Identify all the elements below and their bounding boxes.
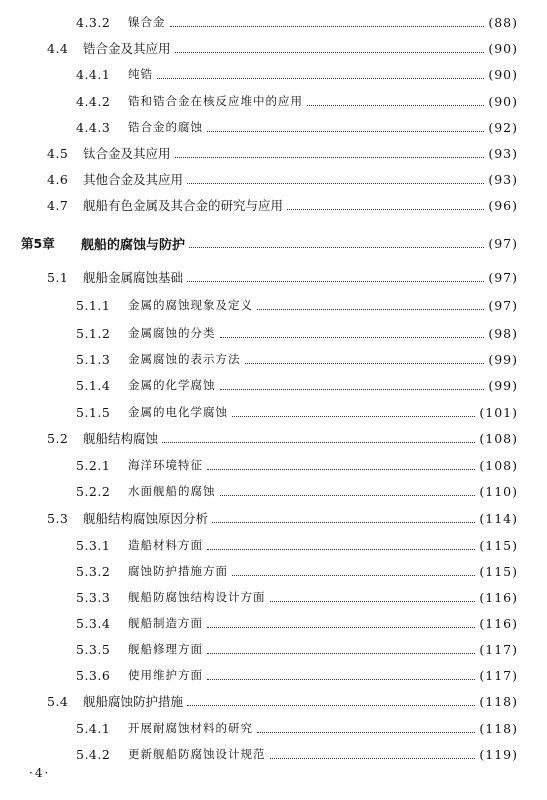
toc-entry[interactable] bbox=[0, 534, 547, 556]
toc-entry-number: 5.1 bbox=[47, 269, 69, 285]
toc-entry-title: 使用维护方面 bbox=[128, 668, 203, 682]
dot-leader bbox=[207, 652, 475, 654]
toc-entry-number: 5.3.5 bbox=[76, 641, 111, 657]
toc-entry[interactable] bbox=[0, 348, 547, 370]
toc-entry-number: 4.6 bbox=[47, 171, 69, 187]
dot-leader bbox=[187, 280, 484, 282]
toc-entry-title: 海洋环境特征 bbox=[128, 458, 203, 472]
dot-leader bbox=[207, 468, 475, 470]
toc-entry-title: 舰船腐蚀防护措施 bbox=[83, 694, 184, 709]
toc-entry-page: (97) bbox=[488, 235, 518, 251]
toc-entry-title: 舰船结构腐蚀 bbox=[83, 431, 159, 446]
toc-entry-page: (114) bbox=[479, 510, 518, 526]
toc-entry[interactable] bbox=[0, 266, 547, 288]
toc-entry-page: (116) bbox=[479, 589, 518, 605]
toc-entry[interactable] bbox=[0, 294, 547, 316]
toc-entry-page: (93) bbox=[488, 171, 518, 187]
toc-entry-page: (97) bbox=[488, 269, 518, 285]
toc-entry-page: (88) bbox=[488, 14, 518, 30]
toc-entry-title: 其他合金及其应用 bbox=[83, 172, 184, 187]
toc-entry-title: 锆和锆合金在核反应堆中的应用 bbox=[128, 94, 303, 108]
toc-entry-number: 4.4.3 bbox=[76, 119, 111, 135]
dot-leader bbox=[157, 77, 484, 79]
toc-entry-title: 金属的化学腐蚀 bbox=[128, 378, 216, 392]
toc-entry-title: 钛合金及其应用 bbox=[83, 146, 171, 161]
dot-leader bbox=[207, 678, 475, 680]
toc-entry-page: (108) bbox=[479, 457, 518, 473]
toc-entry[interactable] bbox=[0, 322, 547, 344]
toc-entry-page: (117) bbox=[479, 641, 518, 657]
dot-leader bbox=[257, 731, 475, 733]
toc-entry[interactable] bbox=[0, 374, 547, 396]
toc-entry-page: (98) bbox=[488, 325, 518, 341]
dot-leader bbox=[307, 104, 484, 106]
toc-entry[interactable] bbox=[0, 232, 547, 254]
toc-entry-number: 5.3.6 bbox=[76, 667, 111, 683]
toc-entry-title: 锆合金的腐蚀 bbox=[128, 120, 203, 134]
page-number: ·4· bbox=[29, 766, 51, 780]
toc-entry-number: 4.4 bbox=[47, 40, 69, 56]
toc-entry-title: 锆合金及其应用 bbox=[83, 41, 171, 56]
toc-entry-page: (118) bbox=[479, 693, 518, 709]
toc-entry[interactable] bbox=[0, 116, 547, 138]
toc-entry-page: (118) bbox=[479, 720, 518, 736]
toc-entry-number: 5.3.2 bbox=[76, 563, 111, 579]
toc-entry[interactable] bbox=[0, 454, 547, 476]
dot-leader bbox=[220, 388, 485, 390]
toc-entry[interactable] bbox=[0, 194, 547, 216]
toc-entry-number: 4.4.2 bbox=[76, 93, 111, 109]
dot-leader bbox=[187, 704, 475, 706]
toc-entry-number: 4.3.2 bbox=[76, 14, 111, 30]
toc-entry-number: 5.1.2 bbox=[76, 325, 111, 341]
toc-entry-page: (117) bbox=[479, 667, 518, 683]
toc-entry-title: 金属的电化学腐蚀 bbox=[128, 405, 228, 419]
toc-entry[interactable] bbox=[0, 401, 547, 423]
toc-entry-number: 5.4.1 bbox=[76, 720, 111, 736]
toc-entry-page: (90) bbox=[488, 40, 518, 56]
toc-entry-page: (115) bbox=[479, 563, 518, 579]
toc-entry-title: 镍合金 bbox=[128, 15, 166, 29]
dot-leader bbox=[245, 362, 485, 364]
toc-entry-number: 5.3.4 bbox=[76, 615, 111, 631]
toc-entry[interactable] bbox=[0, 480, 547, 502]
toc-entry-title: 腐蚀防护措施方面 bbox=[128, 564, 228, 578]
toc-entry-page: (99) bbox=[488, 377, 518, 393]
toc-entry[interactable] bbox=[0, 638, 547, 660]
toc-entry-title: 舰船防腐蚀结构设计方面 bbox=[128, 590, 266, 604]
dot-leader bbox=[212, 521, 475, 523]
toc-entry[interactable] bbox=[0, 507, 547, 529]
dot-leader bbox=[187, 182, 484, 184]
dot-leader bbox=[270, 600, 476, 602]
toc-entry-title: 造船材料方面 bbox=[128, 538, 203, 552]
toc-entry[interactable] bbox=[0, 717, 547, 739]
toc-entry-number: 4.7 bbox=[47, 197, 69, 213]
dot-leader bbox=[207, 130, 484, 132]
toc-entry-title: 水面舰船的腐蚀 bbox=[128, 484, 216, 498]
toc-entry-page: (96) bbox=[488, 197, 518, 213]
toc-entry-page: (110) bbox=[479, 483, 518, 499]
toc-entry-page: (92) bbox=[488, 119, 518, 135]
dot-leader bbox=[232, 574, 475, 576]
toc-entry-title: 舰船结构腐蚀原因分析 bbox=[83, 511, 209, 526]
toc-entry-number: 5.4.2 bbox=[76, 746, 111, 762]
toc-entry-number: 5.2.2 bbox=[76, 483, 111, 499]
toc-entry-page: (97) bbox=[488, 297, 518, 313]
toc-entry-title: 金属腐蚀的表示方法 bbox=[128, 352, 241, 366]
toc-entry-number: 5.2.1 bbox=[76, 457, 111, 473]
toc-entry[interactable] bbox=[0, 427, 547, 449]
toc-entry-title: 金属腐蚀的分类 bbox=[128, 326, 216, 340]
dot-leader bbox=[207, 626, 475, 628]
toc-entry-title: 金属的腐蚀现象及定义 bbox=[128, 298, 253, 312]
toc-entry-page: (115) bbox=[479, 537, 518, 553]
toc-entry[interactable] bbox=[0, 168, 547, 190]
toc-entry-page: (93) bbox=[488, 145, 518, 161]
toc-entry[interactable] bbox=[0, 560, 547, 582]
toc-entry-page: (101) bbox=[479, 404, 518, 420]
toc-entry-title: 舰船金属腐蚀基础 bbox=[83, 270, 184, 285]
dot-leader bbox=[287, 208, 484, 210]
toc-entry-title: 舰船制造方面 bbox=[128, 616, 203, 630]
dot-leader bbox=[170, 25, 485, 27]
toc-entry-number: 4.5 bbox=[47, 145, 69, 161]
toc-entry-number: 5.3 bbox=[47, 510, 69, 526]
toc-entry-number: 5.3.3 bbox=[76, 589, 111, 605]
toc-entry-title: 舰船的腐蚀与防护 bbox=[81, 237, 186, 253]
dot-leader bbox=[207, 548, 475, 550]
toc-entry-page: (116) bbox=[479, 615, 518, 631]
toc-entry[interactable] bbox=[0, 612, 547, 634]
toc-entry[interactable] bbox=[0, 63, 547, 85]
dot-leader bbox=[270, 757, 476, 759]
toc-entry-title: 更新舰船防腐蚀设计规范 bbox=[128, 747, 266, 761]
toc-entry[interactable] bbox=[0, 11, 547, 33]
toc-entry-title: 开展耐腐蚀材料的研究 bbox=[128, 721, 253, 735]
toc-entry-number: 5.1.3 bbox=[76, 351, 111, 367]
toc-entry-number: 5.3.1 bbox=[76, 537, 111, 553]
toc-entry-title: 舰船有色金属及其合金的研究与应用 bbox=[83, 198, 284, 213]
dot-leader bbox=[220, 336, 485, 338]
toc-entry-page: (108) bbox=[479, 430, 518, 446]
toc-entry[interactable] bbox=[0, 743, 547, 765]
toc-entry-number: 5.2 bbox=[47, 430, 69, 446]
toc-entry-number: 4.4.1 bbox=[76, 66, 111, 82]
toc-entry-page: (99) bbox=[488, 351, 518, 367]
toc-entry-number: 5.1.5 bbox=[76, 404, 111, 420]
toc-entry[interactable] bbox=[0, 90, 547, 112]
toc-entry-title: 纯锆 bbox=[128, 67, 153, 81]
dot-leader bbox=[220, 494, 476, 496]
toc-entry[interactable] bbox=[0, 586, 547, 608]
toc-entry-page: (90) bbox=[488, 93, 518, 109]
dot-leader bbox=[175, 51, 485, 53]
toc-entry-page: (119) bbox=[479, 746, 518, 762]
toc-entry-title: 舰船修理方面 bbox=[128, 642, 203, 656]
toc-entry-number: 5.4 bbox=[47, 693, 69, 709]
toc-entry-number: 5.1.4 bbox=[76, 377, 111, 393]
dot-leader bbox=[232, 415, 475, 417]
toc-entry[interactable] bbox=[0, 690, 547, 712]
toc-entry[interactable] bbox=[0, 37, 547, 59]
toc-entry-number: 第5章 bbox=[21, 236, 55, 251]
dot-leader bbox=[162, 441, 475, 443]
toc-entry[interactable] bbox=[0, 142, 547, 164]
dot-leader bbox=[257, 308, 484, 310]
toc-entry[interactable] bbox=[0, 664, 547, 686]
dot-leader bbox=[189, 246, 484, 248]
dot-leader bbox=[175, 156, 485, 158]
toc-entry-page: (90) bbox=[488, 66, 518, 82]
toc-entry-number: 5.1.1 bbox=[76, 297, 111, 313]
